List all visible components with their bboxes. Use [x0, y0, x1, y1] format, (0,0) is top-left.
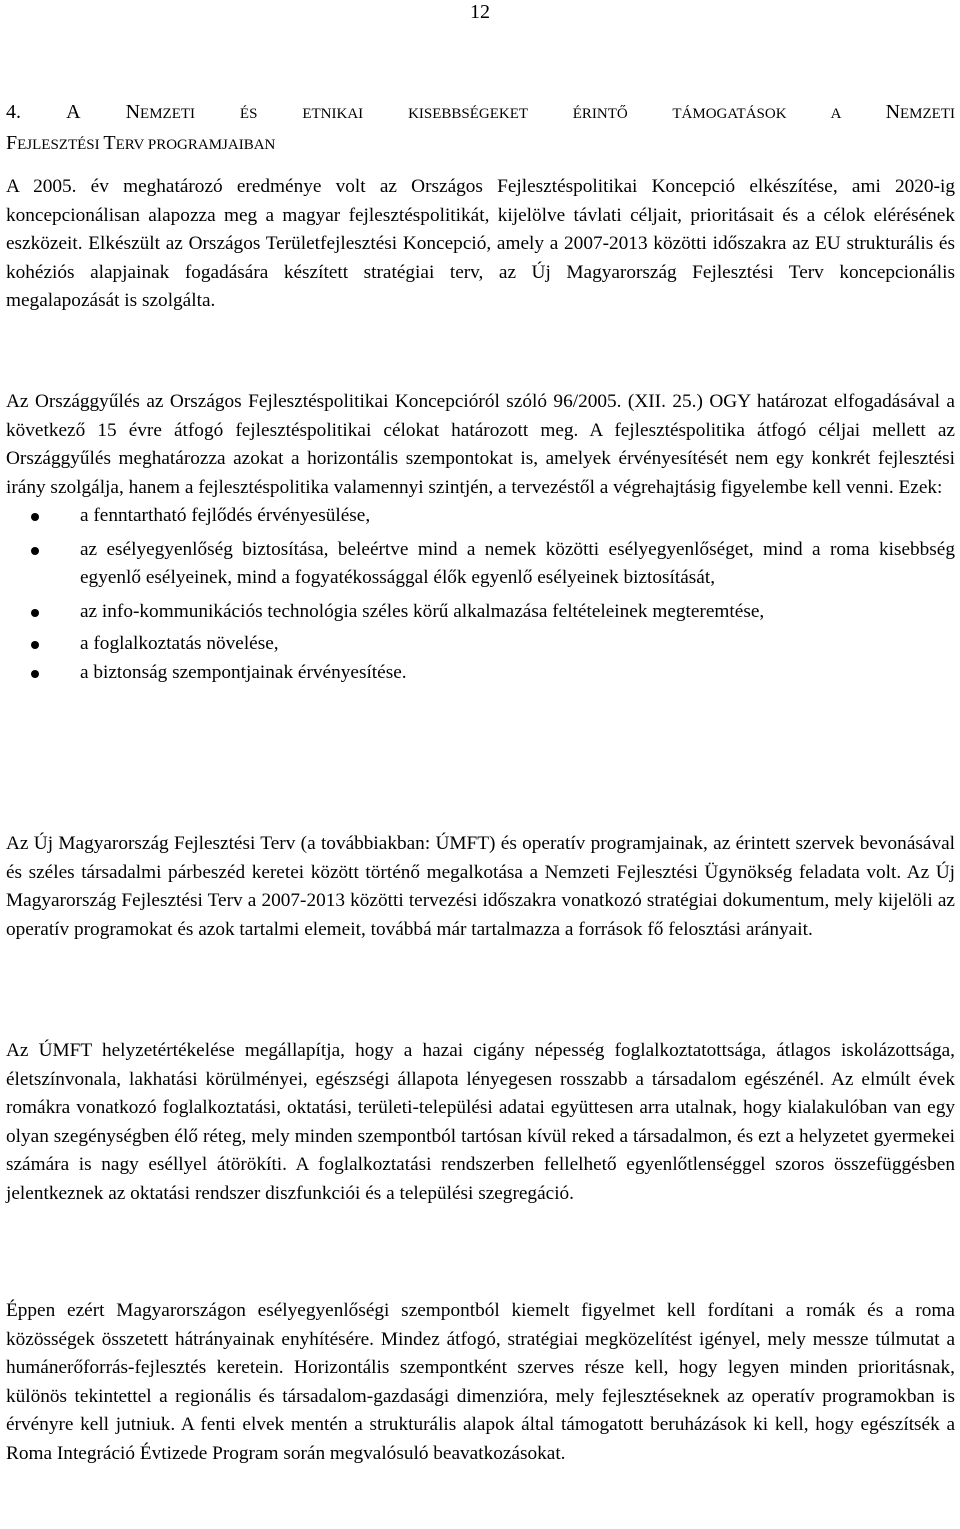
paragraph: Éppen ezért Magyarországon esélyegyenlőségi szempontból kiemelt figyelmet kell fordítani a romák és a roma közösségek összetett hátrányainak enyhítésére. Mindez átfogó, stratégiai megközelítést igényel, mely messze túlmutat a humánerőforrás-fejlesztés keretein. Horizontális szempontként szerves része kell, hogy legyen minden prioritásnak, különös tekintettel a regionális és társadalom-gazdasági dimenzióra, mely fejlesztéseknek az operatív programokban is érvényre kell jutniuk. A fenti elvek mentén a strukturális alapok által támogatott beruházások ki kell, hogy egészítsék a Roma Integráció Évtizede Program során megvalósuló beavatkozásokat. [6, 1300, 955, 1464]
bullet-icon [31, 609, 39, 617]
paragraph: A 2005. év meghatározó eredménye volt az Országos Fejlesztéspolitikai Koncepció elkészítése, ami 2020-ig koncepcionálisan alapozza meg a magyar fejlesztéspolitikát, kijelölve távlati céljait, prioritásait és a célok elérésének eszközeit. Elkészült az Országos Területfejlesztési Koncepció, amely a 2007-2013 közötti időszakra az EU strukturális és kohéziós alapjainak fogadására készített stratégiai terv, az Új Magyarország Fejlesztési Terv koncepcionális megalapozását is szolgálta. [6, 176, 955, 311]
horizontal-criteria-list [6, 502, 955, 687]
section-heading-line-2: FEJLESZTÉSI TERV PROGRAMJAIBAN [6, 132, 276, 154]
paragraph: Az Országgyűlés az Országos Fejlesztéspolitikai Koncepcióról szóló 96/2005. (XII. 25.) OGY határozat elfogadásával a következő 15 évre átfogó fejlesztéspolitikai célokat határozott meg. A fejlesztéspolitika átfogó céljai mellett az Országgyűlés meghatározza azokat a horizontális szempontokat is, amelyek érvényesítését nem egy konkrét fejlesztési irány szolgálja, hanem a fejlesztéspolitika valamennyi szintjén, a tervezéstől a végrehajtásig figyelembe kell venni. Ezek: [6, 391, 955, 498]
list-item: a foglalkoztatás növelése, [6, 630, 955, 659]
list-item: a fenntartható fejlődés érvényesülése, [6, 502, 955, 531]
bullet-icon [31, 513, 39, 521]
list-item: az info-kommunikációs technológia széles körű alkalmazása feltételeinek megteremtése, [6, 598, 955, 627]
section-heading [6, 98, 955, 160]
page-number: 12 [470, 1, 490, 23]
list-item: az esélyegyenlőség biztosítása, beleértve mind a nemek közötti esélyegyenlőséget, mind a roma kisebbség egyenlő esélyeinek, mind a fogyatékossággal élők egyenlő esélyeinek biztosítását, [6, 536, 955, 593]
bullet-icon [31, 670, 39, 678]
bullet-icon [31, 547, 39, 555]
bullet-icon [31, 641, 39, 649]
body-text-block-4 [6, 1037, 955, 1208]
section-heading-line-1: 4. A NEMZETI ÉS ETNIKAI KISEBBSÉGEKET ÉRINTŐ TÁMOGATÁSOK A NEMZETI [6, 101, 955, 123]
paragraph: Az ÚMFT helyzetértékelése megállapítja, hogy a hazai cigány népesség foglalkoztatottsága, átlagos iskolázottsága, életszínvonala, lakhatási körülményei, egészségi állapota lényegesen rosszabb a társadalom egészénél. Az elmúlt évek romákra vonatkozó foglalkoztatási, oktatási, területi-települési adatai együttesen arra utalnak, hogy kialakulóban van egy olyan szegénységben élő réteg, mely minden szempontból tartósan kívül reked a társadalmon, és ezt a helyzetet gyermekei számára is nagy eséllyel átörökíti. A foglalkoztatási rendszerben fellelhető egyenlőtlenséggel szoros összefüggésben jelentkeznek az oktatási rendszer diszfunkciói és a települési szegregáció. [6, 1040, 955, 1204]
list-item: a biztonság szempontjainak érvényesítése. [6, 659, 955, 688]
body-text-block-3 [6, 830, 955, 944]
body-text-block-2 [6, 388, 955, 687]
body-text-block-5 [6, 1297, 955, 1468]
body-text-block-1 [6, 173, 955, 316]
paragraph: Az Új Magyarország Fejlesztési Terv (a továbbiakban: ÚMFT) és operatív programjainak, az érintett szervek bevonásával és széles társadalmi párbeszéd keretei között történő megalkotása a Nemzeti Fejlesztési Ügynökség feladata volt. Az Új Magyarország Fejlesztési Terv a 2007-2013 közötti tervezési időszakra vonatkozó stratégiai dokumentum, mely kijelöli az operatív programokat és azok tartalmi elemeit, továbbá már tartalmazza a források fő felosztási arányait. [6, 833, 955, 940]
